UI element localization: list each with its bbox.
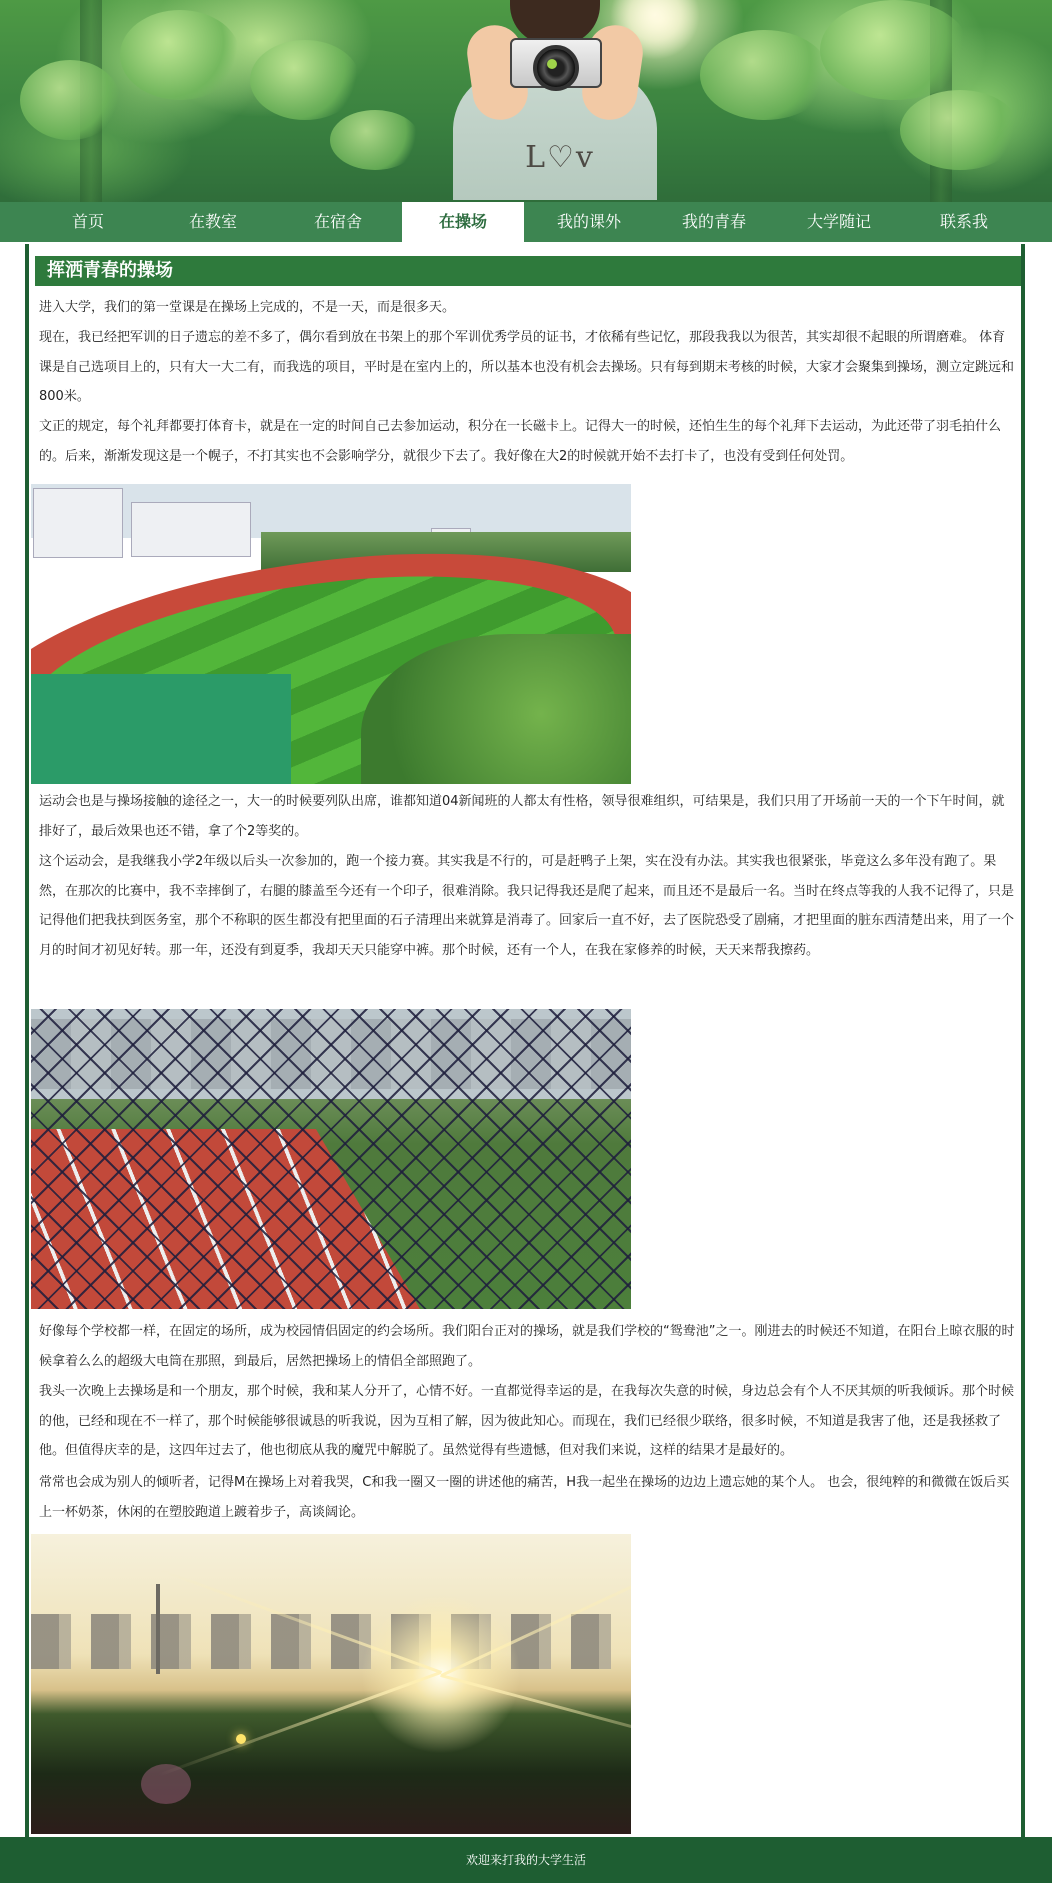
article-paragraph: 好像每个学校都一样，在固定的场所，成为校园情侣固定的约会场所。我们阳台正对的操场，就是我们学校的“鸳鸯池”之一。刚进去的时候还不知道，在阳台上晾衣服的时候拿着么么的超级大电筒在那照，到最后，居然把操场上的情侣全部照跑了。 <box>39 1324 1015 1369</box>
article-paragraph: 运动会也是与操场接触的途径之一，大一的时候要列队出席，谁都知道04新闻班的人都太有性格，领导很难组织，可结果是，我们只用了开场前一天的一个下午时间，就排好了，最后效果也还不错，拿了个2等奖的。 <box>39 794 1005 839</box>
shirt-lettering: L♡v <box>525 140 595 175</box>
nav-item-dormitory[interactable]: 在宿舍 <box>313 212 362 231</box>
nav-item-extracurricular[interactable]: 我的课外 <box>556 212 621 231</box>
photographer-illustration <box>450 0 660 200</box>
main-nav <box>0 202 1052 242</box>
camera-lens-icon <box>533 45 579 91</box>
page-footer <box>0 1837 1052 1883</box>
leaf-cluster-decoration <box>120 10 240 100</box>
nav-item-playground[interactable]: 在操场 <box>402 202 524 242</box>
sunset-field-photo <box>31 1534 631 1834</box>
article-paragraph: 我头一次晚上去操场是和一个朋友，那个时候，我和某人分开了，心情不好。一直都觉得幸运的是，在我每次失意的时候，身边总会有个人不厌其烦的听我倾诉。那个时候的他，已经和现在不一样了，那个时候能够很诚恳的听我说，因为互相了解，因为彼此知心。而现在，我们已经很少联络，很多时候，不知道是我害了他，还是我拯救了他。但值得庆幸的是，这四年过去了，他也彻底从我的魔咒中解脱了。虽然觉得有些遗憾，但对我们来说，这样的结果才是最好的。 <box>39 1384 1015 1458</box>
nav-item-contact[interactable]: 联系我 <box>939 212 988 231</box>
leaf-cluster-decoration <box>250 40 360 120</box>
leaf-cluster-decoration <box>20 60 120 140</box>
leaf-cluster-decoration <box>820 0 970 100</box>
article-paragraph: 进入大学，我们的第一堂课是在操场上完成的，不是一天，而是很多天。 <box>39 300 456 315</box>
footer-text: 欢迎来打我的大学生活 <box>465 1853 586 1867</box>
leaf-cluster-decoration <box>330 110 420 170</box>
nav-item-classroom[interactable]: 在教室 <box>188 212 237 231</box>
stadium-photo <box>31 484 631 784</box>
article-paragraph: 常常也会成为别人的倾听者，记得M在操场上对着我哭，C和我一圈又一圈的讲述他的痛苦，H我一起坐在操场的边边上遗忘她的某个人。 也会，很纯粹的和微微在饭后买上一杯奶茶，休闲的在塑胶跑道上踱着步子，高谈阔论。 <box>39 1475 1010 1520</box>
fenced-track-photo <box>31 1009 631 1309</box>
article-paragraph: 现在，我已经把军训的日子遗忘的差不多了，偶尔看到放在书架上的那个军训优秀学员的证书，才依稀有些记忆，那段我我以为很苦，其实却很不起眼的所谓磨难。 体育课是自己选项目上的，只有大一大二有，而我选的项目，平时是在室内上的，所以基本也没有机会去操场。只有每到期末考核的时候，大家才会聚集到操场，测立定跳远和800米。 <box>39 330 1015 404</box>
article-paragraph: 这个运动会，是我继我小学2年级以后头一次参加的，跑一个接力赛。其实我是不行的，可是赶鸭子上架，实在没有办法。其实我也很紧张，毕竟这么多年没有跑了。果然，在那次的比赛中，我不幸摔倒了，右腿的膝盖至今还有一个印子，很难消除。我只记得我还是爬了起来，而且还不是最后一名。当时在终点等我的人我不记得了，只是记得他们把我扶到医务室，那个不称职的医生都没有把里面的石子清理出来就算是消毒了。回家后一直不好，去了医院恐受了剧痛，才把里面的脏东西清楚出来，用了一个月的时间才初见好转。那一年，还没有到夏季，我却天天只能穿中裤。那个时候，还有一个人，在我在家修养的时候，天天来帮我擦药。 <box>39 854 1015 958</box>
article-content <box>25 244 1025 1837</box>
article-title: 挥洒青春的操场 <box>35 256 1021 286</box>
leaf-cluster-decoration <box>900 90 1020 170</box>
header-banner <box>0 0 1052 202</box>
nav-item-college-notes[interactable]: 大学随记 <box>806 212 871 231</box>
nav-item-my-youth[interactable]: 我的青春 <box>681 212 746 231</box>
nav-item-home[interactable]: 首页 <box>71 212 104 231</box>
article-paragraph: 文正的规定，每个礼拜都要打体育卡，就是在一定的时间自己去参加运动，积分在一长磁卡上。记得大一的时候，还怕生生的每个礼拜下去运动，为此还带了羽毛拍什么的。后来，渐渐发现这是一个幌子，不打其实也不会影响学分，就很少下去了。我好像在大2的时候就开始不去打卡了，也没有受到任何处罚。 <box>39 419 1002 464</box>
leaf-cluster-decoration <box>700 30 830 120</box>
